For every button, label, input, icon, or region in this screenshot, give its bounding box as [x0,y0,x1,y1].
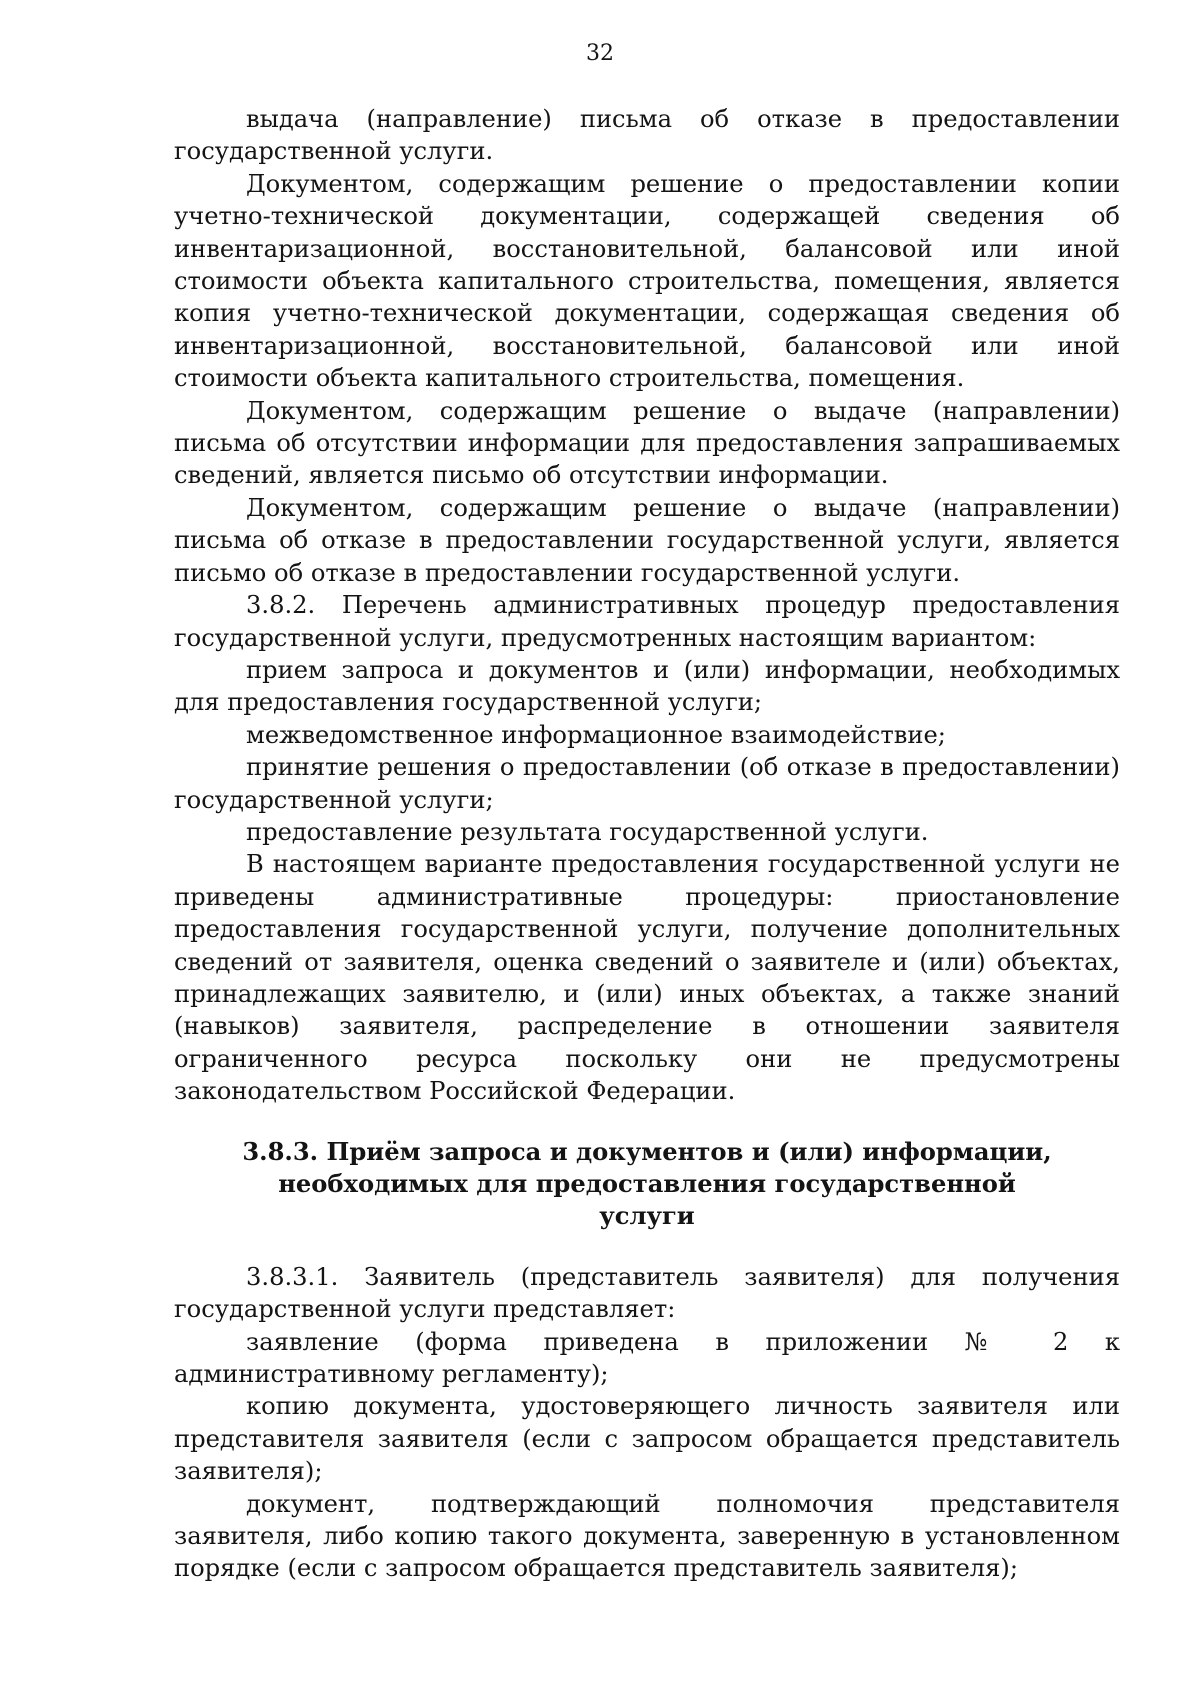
paragraph-not-included-procedures: В настоящем варианте предоставления государственной услуги не приведены административные процедуры: приостановление предоставления государственной услуги, получение дополнительных сведений от заявителя, оценка сведений о заявителе и (или) объектах, принадлежащих заявителю, и (или) иных объектах, а также знаний (навыков) заявителя, распределение в отношении заявителя ограниченного ресурса поскольку они не предусмотрены законодательством Российской Федерации. [174,850,1120,1106]
paragraph-copy-document: Документом, содержащим решение о предоставлении копии учетно-технической документации, содержащей сведения об инвентаризационной, восстановительной, балансовой или иной стоимости объекта капитального строительства, помещения, является копия учетно-технической документации, содержащая сведения об инвентаризационной, восстановительной, балансовой или иной стоимости объекта капитального строительства, помещения. [174,169,1120,393]
list-item-interagency: межведомственное информационное взаимодействие; [246,720,946,749]
paragraph-applicant-submits: 3.8.3.1. Заявитель (представитель заявителя) для получения государственной услуги представляет: [174,1262,1120,1324]
list-item-result-provision: предоставление результата государственной услуги. [246,817,929,846]
paragraph-result-refusal: выдача (направление) письма об отказе в предоставлении государственной услуги. [174,105,1120,166]
list-item-identity-document: копию документа, удостоверяющего личность заявителя или представителя заявителя (если с запросом обращается представитель заявителя); [174,1392,1120,1486]
list-item-request-reception: прием запроса и документов и (или) информации, необходимых для предоставления государственной услуги; [174,655,1120,717]
section-heading: 3.8.3. Приём запроса и документов и (или) информации, необходимых для предоставления государственной услуги [242,1136,1052,1231]
paragraph-procedures-list: 3.8.2. Перечень административных процедур предоставления государственной услуги, предусмотренных настоящим вариантом: [174,591,1120,652]
page-number: 32 [586,41,614,66]
document-body [174,103,1120,1585]
list-item-authority-document: документ, подтверждающий полномочия представителя заявителя, либо копию такого документа, заверенную в установленном порядке (если с запросом обращается представитель заявителя); [174,1489,1120,1583]
paragraph-refusal-letter: Документом, содержащим решение о выдаче (направлении) письма об отказе в предоставлении государственной услуги, является письмо об отказе в предоставлении государственной услуги. [174,493,1120,587]
list-item-application-form: заявление (форма приведена в приложении № 2 к административному регламенту); [174,1327,1120,1389]
paragraph-no-information-letter: Документом, содержащим решение о выдаче (направлении) письма об отсутствии информации для предоставления запрашиваемых сведений, является письмо об отсутствии информации. [174,396,1120,490]
list-item-decision: принятие решения о предоставлении (об отказе в предоставлении) государственной услуги; [174,753,1120,814]
